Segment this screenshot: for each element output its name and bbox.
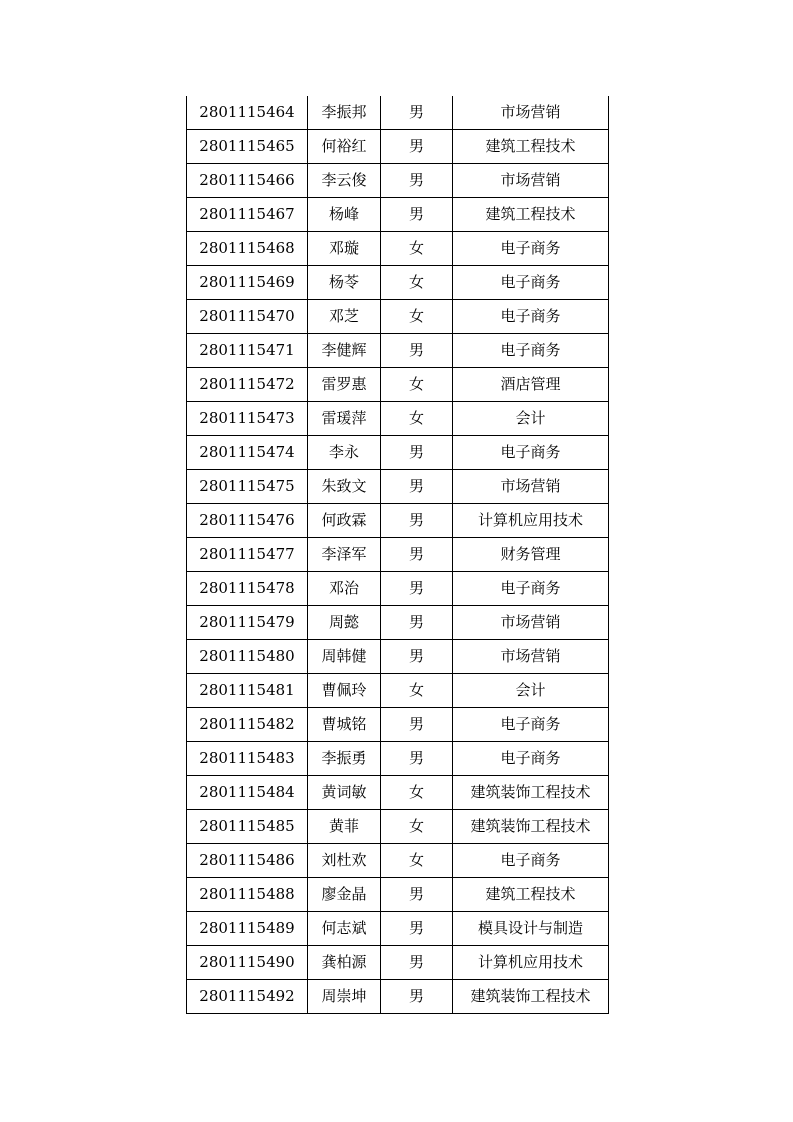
student-gender-cell: 男 (381, 572, 453, 606)
student-id-cell: 2801115479 (187, 606, 308, 640)
table-row (187, 674, 609, 708)
student-id-cell: 2801115468 (187, 232, 308, 266)
student-name-cell: 龚柏源 (308, 946, 381, 980)
table-row (187, 742, 609, 776)
student-gender-cell: 男 (381, 640, 453, 674)
student-id-cell: 2801115489 (187, 912, 308, 946)
student-major-cell: 市场营销 (453, 606, 609, 640)
table-row (187, 130, 609, 164)
student-gender-cell: 男 (381, 436, 453, 470)
student-id-cell: 2801115474 (187, 436, 308, 470)
student-roster-body (187, 96, 609, 1014)
table-row (187, 980, 609, 1014)
student-name-cell: 周韩健 (308, 640, 381, 674)
table-row (187, 96, 609, 130)
table-row (187, 470, 609, 504)
student-id-cell: 2801115470 (187, 300, 308, 334)
student-name-cell: 邓治 (308, 572, 381, 606)
student-name-cell: 曹城铭 (308, 708, 381, 742)
student-name-cell: 李云俊 (308, 164, 381, 198)
student-gender-cell: 男 (381, 130, 453, 164)
student-major-cell: 酒店管理 (453, 368, 609, 402)
student-id-cell: 2801115485 (187, 810, 308, 844)
student-roster-table (186, 96, 609, 1014)
student-major-cell: 市场营销 (453, 640, 609, 674)
student-gender-cell: 女 (381, 776, 453, 810)
table-row (187, 708, 609, 742)
student-gender-cell: 男 (381, 538, 453, 572)
table-row (187, 912, 609, 946)
student-gender-cell: 男 (381, 878, 453, 912)
student-gender-cell: 女 (381, 368, 453, 402)
student-major-cell: 建筑装饰工程技术 (453, 776, 609, 810)
student-major-cell: 模具设计与制造 (453, 912, 609, 946)
table-row (187, 810, 609, 844)
student-major-cell: 电子商务 (453, 844, 609, 878)
table-row (187, 368, 609, 402)
table-row (187, 572, 609, 606)
table-row (187, 164, 609, 198)
student-gender-cell: 男 (381, 164, 453, 198)
student-name-cell: 何政霖 (308, 504, 381, 538)
student-id-cell: 2801115488 (187, 878, 308, 912)
table-row (187, 436, 609, 470)
student-id-cell: 2801115476 (187, 504, 308, 538)
table-row (187, 504, 609, 538)
student-id-cell: 2801115486 (187, 844, 308, 878)
student-gender-cell: 男 (381, 504, 453, 538)
student-name-cell: 李健辉 (308, 334, 381, 368)
table-row (187, 198, 609, 232)
student-name-cell: 刘杜欢 (308, 844, 381, 878)
student-id-cell: 2801115465 (187, 130, 308, 164)
student-gender-cell: 男 (381, 742, 453, 776)
student-major-cell: 建筑工程技术 (453, 198, 609, 232)
student-id-cell: 2801115481 (187, 674, 308, 708)
student-name-cell: 李振邦 (308, 96, 381, 130)
student-name-cell: 李振勇 (308, 742, 381, 776)
student-id-cell: 2801115467 (187, 198, 308, 232)
student-major-cell: 电子商务 (453, 232, 609, 266)
student-gender-cell: 女 (381, 810, 453, 844)
student-gender-cell: 女 (381, 844, 453, 878)
table-row (187, 402, 609, 436)
student-major-cell: 建筑工程技术 (453, 130, 609, 164)
student-id-cell: 2801115471 (187, 334, 308, 368)
student-gender-cell: 男 (381, 708, 453, 742)
student-major-cell: 市场营销 (453, 96, 609, 130)
student-id-cell: 2801115484 (187, 776, 308, 810)
student-name-cell: 何志斌 (308, 912, 381, 946)
student-major-cell: 会计 (453, 402, 609, 436)
student-name-cell: 雷瑗萍 (308, 402, 381, 436)
student-major-cell: 计算机应用技术 (453, 504, 609, 538)
table-row (187, 334, 609, 368)
student-gender-cell: 女 (381, 266, 453, 300)
student-name-cell: 朱致文 (308, 470, 381, 504)
student-id-cell: 2801115492 (187, 980, 308, 1014)
student-gender-cell: 男 (381, 334, 453, 368)
student-major-cell: 建筑装饰工程技术 (453, 810, 609, 844)
table-row (187, 232, 609, 266)
student-name-cell: 杨峰 (308, 198, 381, 232)
student-id-cell: 2801115490 (187, 946, 308, 980)
student-gender-cell: 男 (381, 912, 453, 946)
student-id-cell: 2801115466 (187, 164, 308, 198)
student-gender-cell: 女 (381, 232, 453, 266)
student-major-cell: 电子商务 (453, 436, 609, 470)
table-row (187, 946, 609, 980)
student-major-cell: 建筑装饰工程技术 (453, 980, 609, 1014)
student-major-cell: 市场营销 (453, 470, 609, 504)
student-name-cell: 杨苓 (308, 266, 381, 300)
student-major-cell: 电子商务 (453, 708, 609, 742)
student-gender-cell: 男 (381, 198, 453, 232)
student-gender-cell: 男 (381, 96, 453, 130)
student-gender-cell: 女 (381, 674, 453, 708)
student-name-cell: 邓芝 (308, 300, 381, 334)
student-major-cell: 电子商务 (453, 300, 609, 334)
student-gender-cell: 男 (381, 980, 453, 1014)
student-id-cell: 2801115469 (187, 266, 308, 300)
student-name-cell: 邓璇 (308, 232, 381, 266)
table-row (187, 538, 609, 572)
student-major-cell: 建筑工程技术 (453, 878, 609, 912)
table-row (187, 300, 609, 334)
student-name-cell: 曹佩玲 (308, 674, 381, 708)
table-row (187, 640, 609, 674)
student-name-cell: 黄词敏 (308, 776, 381, 810)
student-id-cell: 2801115482 (187, 708, 308, 742)
student-id-cell: 2801115477 (187, 538, 308, 572)
student-id-cell: 2801115472 (187, 368, 308, 402)
student-id-cell: 2801115464 (187, 96, 308, 130)
student-id-cell: 2801115483 (187, 742, 308, 776)
student-major-cell: 电子商务 (453, 572, 609, 606)
table-row (187, 776, 609, 810)
table-row (187, 878, 609, 912)
student-gender-cell: 女 (381, 300, 453, 334)
student-major-cell: 会计 (453, 674, 609, 708)
student-name-cell: 周崇坤 (308, 980, 381, 1014)
student-id-cell: 2801115478 (187, 572, 308, 606)
student-major-cell: 市场营销 (453, 164, 609, 198)
student-gender-cell: 男 (381, 946, 453, 980)
student-name-cell: 周懿 (308, 606, 381, 640)
student-major-cell: 计算机应用技术 (453, 946, 609, 980)
student-gender-cell: 男 (381, 470, 453, 504)
student-name-cell: 黄菲 (308, 810, 381, 844)
student-name-cell: 李泽军 (308, 538, 381, 572)
table-row (187, 606, 609, 640)
student-gender-cell: 男 (381, 606, 453, 640)
student-id-cell: 2801115475 (187, 470, 308, 504)
student-major-cell: 电子商务 (453, 334, 609, 368)
student-name-cell: 何裕红 (308, 130, 381, 164)
student-name-cell: 廖金晶 (308, 878, 381, 912)
table-row (187, 844, 609, 878)
student-id-cell: 2801115473 (187, 402, 308, 436)
student-gender-cell: 女 (381, 402, 453, 436)
student-name-cell: 雷罗惠 (308, 368, 381, 402)
student-id-cell: 2801115480 (187, 640, 308, 674)
student-major-cell: 财务管理 (453, 538, 609, 572)
student-name-cell: 李永 (308, 436, 381, 470)
student-major-cell: 电子商务 (453, 742, 609, 776)
table-row (187, 266, 609, 300)
student-major-cell: 电子商务 (453, 266, 609, 300)
